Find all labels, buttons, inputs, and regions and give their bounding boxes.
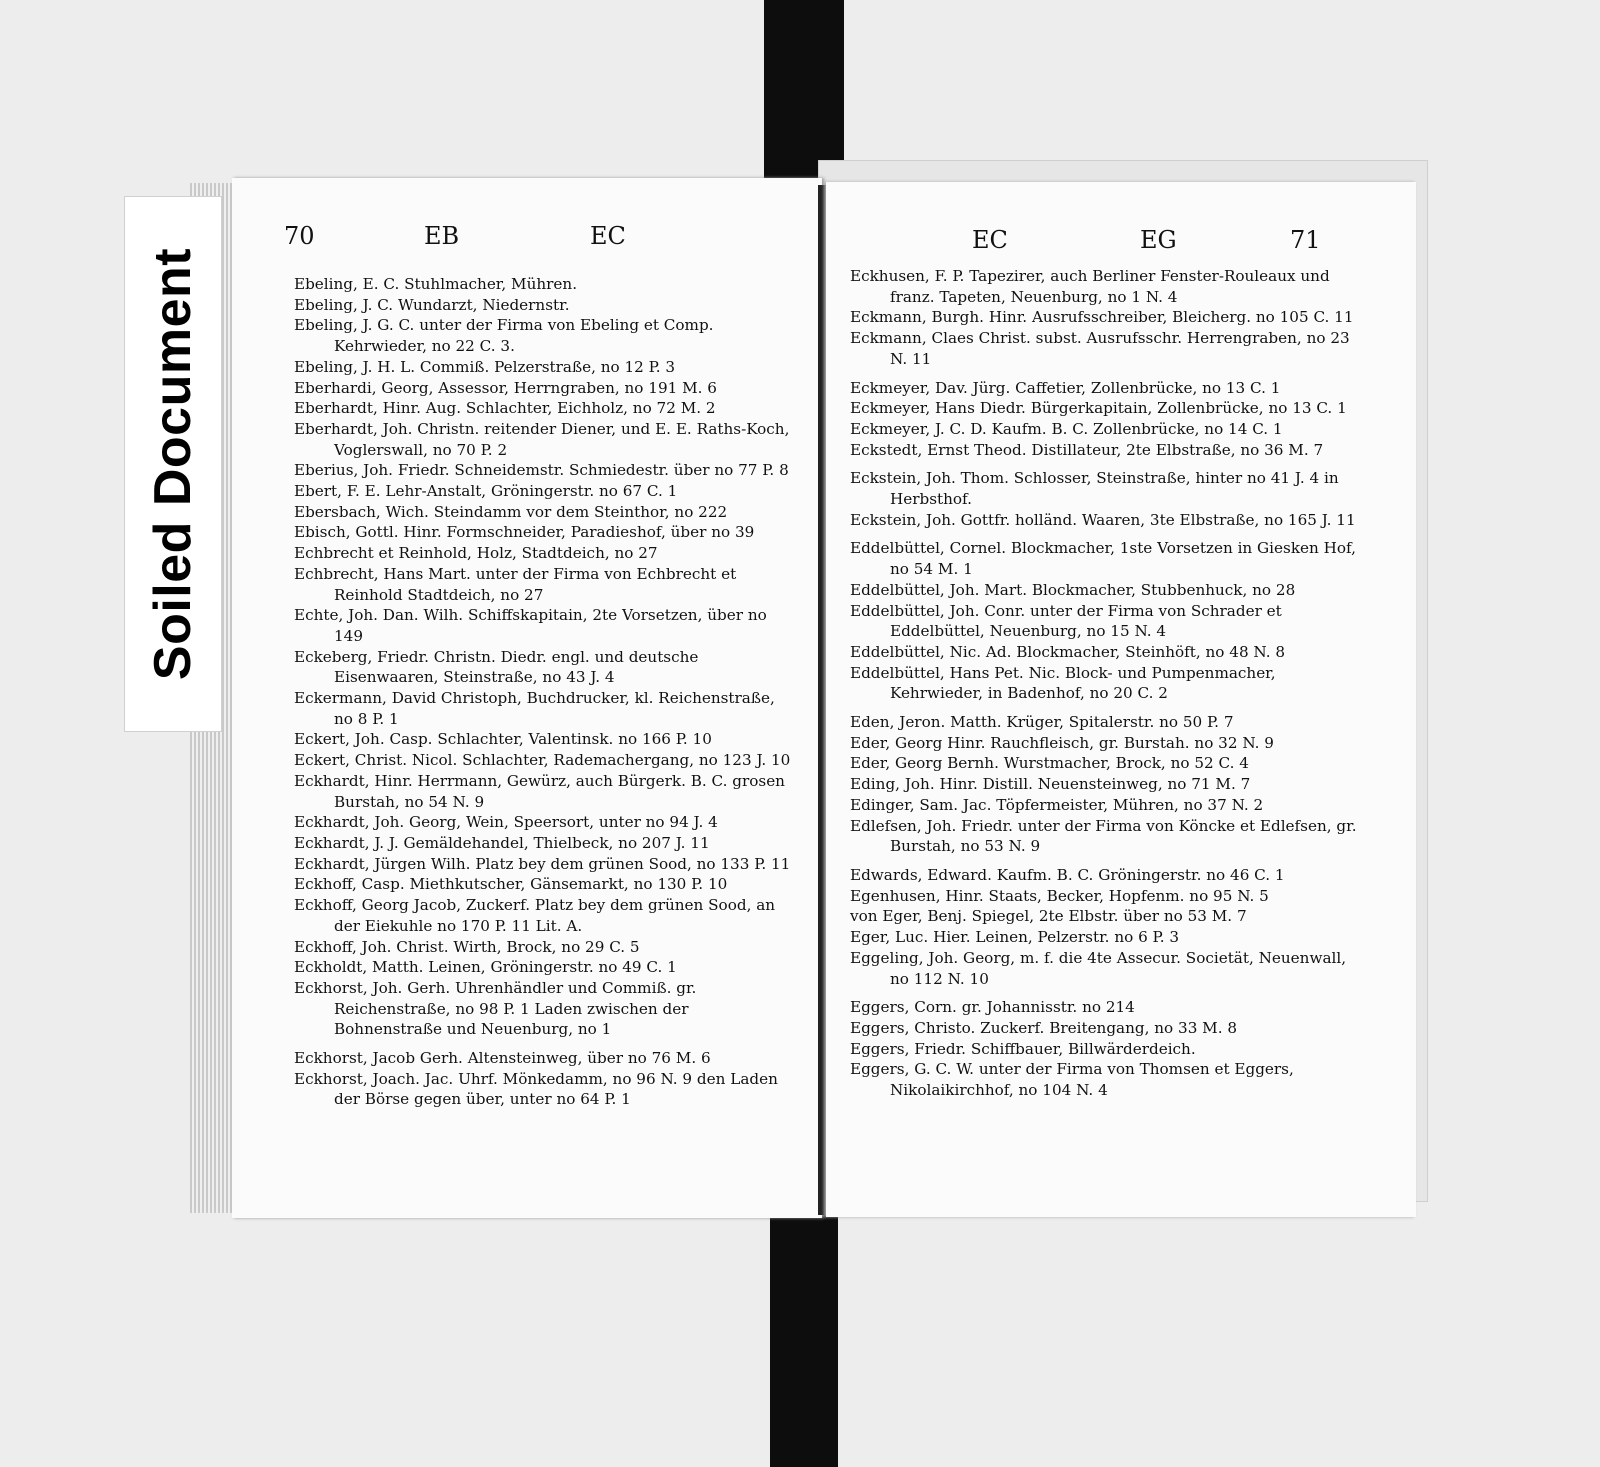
directory-entry: Eckhusen, F. P. Tapezirer, auch Berliner Fenster-Rouleaux und franz. Tapeten, Neuenburg, no 1 N. 4 xyxy=(850,267,1330,306)
directory-entry: Ebeling, J. G. C. unter der Firma von Ebeling et Comp. Kehrwieder, no 22 C. 3. xyxy=(294,316,714,356)
directory-entry: Edlefsen, Joh. Friedr. unter der Firma von Köncke et Edlefsen, gr. Burstah, no 53 N. 9 xyxy=(850,816,1357,856)
directory-entry: Eckeberg, Friedr. Christn. Diedr. engl. und deutsche Eisenwaaren, Steinstraße, no 43 J. 4 xyxy=(294,647,699,687)
page-number-left: 70 xyxy=(284,222,315,250)
directory-entry: Eckhardt, Joh. Georg, Wein, Speersort, unter no 94 J. 4 xyxy=(294,813,718,832)
directory-entry: Echbrecht et Reinhold, Holz, Stadtdeich, no 27 xyxy=(294,544,658,563)
directory-entry: Eckmann, Burgh. Hinr. Ausrufsschreiber, Bleicherg. no 105 C. 11 xyxy=(850,308,1354,327)
right-heading-1: EC xyxy=(972,226,1008,254)
directory-entry: Eding, Joh. Hinr. Distill. Neuensteinweg, no 71 M. 7 xyxy=(850,775,1251,794)
directory-entry: Eberhardt, Joh. Christn. reitender Diener, und E. E. Raths-Koch, Voglerswall, no 70 P. 2 xyxy=(294,419,790,459)
directory-entry: Eggers, Christo. Zuckerf. Breitengang, no 33 M. 8 xyxy=(850,1018,1238,1037)
directory-entry: Eden, Jeron. Matth. Krüger, Spitalerstr. no 50 P. 7 xyxy=(850,713,1234,732)
binding-strip-bottom xyxy=(770,1205,838,1467)
directory-entry: Echbrecht, Hans Mart. unter der Firma von Echbrecht et Reinhold Stadtdeich, no 27 xyxy=(294,564,737,604)
directory-entry: Eddelbüttel, Nic. Ad. Blockmacher, Steinhöft, no 48 N. 8 xyxy=(850,642,1286,661)
directory-entry: Eddelbüttel, Joh. Conr. unter der Firma von Schrader et Eddelbüttel, Neuenburg, no 15 N. 4 xyxy=(850,601,1282,641)
directory-entry: Edinger, Sam. Jac. Töpfermeister, Mühren, no 37 N. 2 xyxy=(850,795,1264,814)
directory-entry: Eckholdt, Matth. Leinen, Gröningerstr. no 49 C. 1 xyxy=(294,958,677,977)
directory-entry: Eberhardi, Georg, Assessor, Herrngraben, no 191 M. 6 xyxy=(294,378,717,397)
directory-entry: Eckhoff, Casp. Miethkutscher, Gänsemarkt, no 130 P. 10 xyxy=(294,875,728,894)
directory-entry: Eckmann, Claes Christ. subst. Ausrufsschr. Herrengraben, no 23 N. 11 xyxy=(850,329,1350,368)
directory-entry: Eckermann, David Christoph, Buchdrucker, kl. Reichenstraße, no 8 P. 1 xyxy=(294,689,775,728)
directory-entry: Eddelbüttel, Cornel. Blockmacher, 1ste Vorsetzen in Giesken Hof, no 54 M. 1 xyxy=(850,539,1356,579)
directory-entry: Ebersbach, Wich. Steindamm vor dem Steinthor, no 222 xyxy=(294,502,728,521)
directory-entry: Eddelbüttel, Joh. Mart. Blockmacher, Stubbenhuck, no 28 xyxy=(850,580,1296,599)
directory-entry: Eder, Georg Bernh. Wurstmacher, Brock, no 52 C. 4 xyxy=(850,754,1249,773)
directory-entry: Eckmeyer, Dav. Jürg. Caffetier, Zollenbrücke, no 13 C. 1 xyxy=(850,378,1281,397)
page-number-right: 71 xyxy=(1290,226,1321,254)
left-entry-list xyxy=(294,274,794,1110)
right-page xyxy=(826,182,1416,1217)
directory-entry: Ebisch, Gottl. Hinr. Formschneider, Paradieshof, über no 39 xyxy=(294,523,755,542)
directory-entry: Eckstein, Joh. Gottfr. holländ. Waaren, 3te Elbstraße, no 165 J. 11 xyxy=(850,510,1356,529)
directory-entry: Eberius, Joh. Friedr. Schneidemstr. Schmiedestr. über no 77 P. 8 xyxy=(294,461,789,480)
directory-entry: Echte, Joh. Dan. Wilh. Schiffskapitain, 2te Vorsetzen, über no 149 xyxy=(294,606,767,645)
directory-entry: Eckhoff, Georg Jacob, Zuckerf. Platz bey dem grünen Sood, an der Eiekuhle no 170 P. 11 Lit. A. xyxy=(294,896,776,935)
directory-entry: Eberhardt, Hinr. Aug. Schlachter, Eichholz, no 72 M. 2 xyxy=(294,399,716,418)
right-page-header xyxy=(826,226,1416,266)
directory-entry: Eckstedt, Ernst Theod. Distillateur, 2te Elbstraße, no 36 M. 7 xyxy=(850,440,1324,459)
directory-entry: Eckhorst, Joh. Gerh. Uhrenhändler und Commiß. gr. Reichenstraße, no 98 P. 1 Laden zwischen der Bohnenstraße und Neuenburg, no 1 xyxy=(294,978,697,1039)
directory-entry: Eggeling, Joh. Georg, m. f. die 4te Assecur. Societät, Neuenwall, no 112 N. 10 xyxy=(850,948,1347,988)
directory-entry: Eger, Luc. Hier. Leinen, Pelzerstr. no 6 P. 3 xyxy=(850,928,1180,947)
right-heading-2: EG xyxy=(1140,226,1177,254)
directory-entry: Eckhoff, Joh. Christ. Wirth, Brock, no 29 C. 5 xyxy=(294,937,640,956)
directory-entry: Eggers, Friedr. Schiffbauer, Billwärderdeich. xyxy=(850,1039,1196,1058)
soiled-document-label xyxy=(124,196,222,732)
directory-entry: Ebert, F. E. Lehr-Anstalt, Gröningerstr. no 67 C. 1 xyxy=(294,482,678,501)
directory-entry: Edwards, Edward. Kaufm. B. C. Gröningerstr. no 46 C. 1 xyxy=(850,865,1285,884)
directory-entry: Egenhusen, Hinr. Staats, Becker, Hopfenm. no 95 N. 5 xyxy=(850,886,1269,905)
directory-entry: Ebeling, J. H. L. Commiß. Pelzerstraße, no 12 P. 3 xyxy=(294,357,676,376)
directory-entry: Eggers, Corn. gr. Johannisstr. no 214 xyxy=(850,998,1135,1017)
directory-entry: Eckert, Joh. Casp. Schlachter, Valentinsk. no 166 P. 10 xyxy=(294,730,712,749)
directory-entry: Eckstein, Joh. Thom. Schlosser, Steinstraße, hinter no 41 J. 4 in Herbsthof. xyxy=(850,469,1339,509)
directory-entry: Eckmeyer, J. C. D. Kaufm. B. C. Zollenbrücke, no 14 C. 1 xyxy=(850,419,1283,438)
label-text: Soiled Document xyxy=(144,247,202,681)
directory-entry: Eder, Georg Hinr. Rauchfleisch, gr. Burstah. no 32 N. 9 xyxy=(850,733,1274,752)
directory-entry: Eddelbüttel, Hans Pet. Nic. Block- und Pumpenmacher, Kehrwieder, in Badenhof, no 20 C. 2 xyxy=(850,663,1276,703)
directory-entry: Eckhorst, Joach. Jac. Uhrf. Mönkedamm, no 96 N. 9 den Laden der Börse gegen über, unter no 64 P. 1 xyxy=(294,1069,778,1109)
directory-entry: Ebeling, J. C. Wundarzt, Niedernstr. xyxy=(294,295,570,314)
directory-entry: Eckmeyer, Hans Diedr. Bürgerkapitain, Zollenbrücke, no 13 C. 1 xyxy=(850,399,1347,418)
directory-entry: Ebeling, E. C. Stuhlmacher, Mühren. xyxy=(294,275,578,293)
directory-entry: von Eger, Benj. Spiegel, 2te Elbstr. über no 53 M. 7 xyxy=(850,907,1247,926)
directory-entry: Eggers, G. C. W. unter der Firma von Thomsen et Eggers, Nikolaikirchhof, no 104 N. 4 xyxy=(850,1060,1294,1100)
directory-entry: Eckhardt, Hinr. Herrmann, Gewürz, auch Bürgerk. B. C. grosen Burstah, no 54 N. 9 xyxy=(294,771,785,811)
binding-strip-top xyxy=(764,0,844,185)
left-page-header xyxy=(232,222,822,262)
directory-entry: Eckhorst, Jacob Gerh. Altensteinweg, über no 76 M. 6 xyxy=(294,1049,711,1068)
right-entry-list xyxy=(850,266,1360,1101)
directory-entry: Eckhardt, J. J. Gemäldehandel, Thielbeck, no 207 J. 11 xyxy=(294,833,710,852)
left-page xyxy=(232,178,822,1218)
left-heading-1: EB xyxy=(424,222,460,250)
directory-entry: Eckhardt, Jürgen Wilh. Platz bey dem grünen Sood, no 133 P. 11 xyxy=(294,854,791,873)
left-heading-2: EC xyxy=(590,222,626,250)
directory-entry: Eckert, Christ. Nicol. Schlachter, Rademachergang, no 123 J. 10 xyxy=(294,751,791,770)
